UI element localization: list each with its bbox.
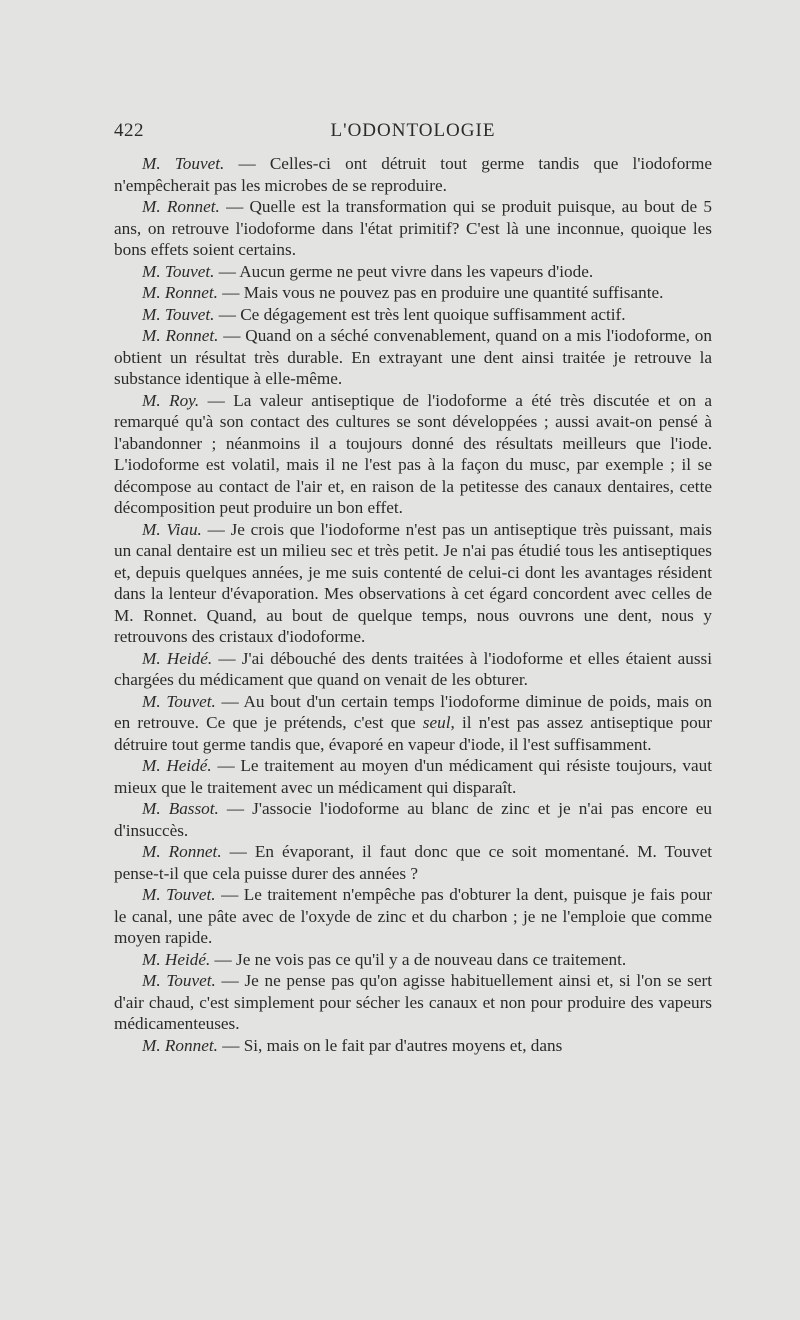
paragraph-text: — Je ne pense pas qu'on agisse habituellement ainsi et, si l'on se sert d'air chaud, c'est simplement pour sécher les canaux et non pour produire des vapeurs médicamenteuses. [114, 971, 712, 1033]
paragraph [114, 970, 712, 1035]
paragraph [114, 282, 712, 304]
paragraph-text: — J'ai débouché des dents traitées à l'iodoforme et elles étaient aussi chargées du médicament que quand on venait de les obturer. [114, 648, 712, 689]
paragraph [114, 196, 712, 261]
paragraph-text: — Le traitement au moyen d'un médicament qui résiste toujours, vaut mieux que le traitement avec un médicament qui disparaît. [114, 756, 713, 797]
paragraph-text: — Quand on a séché convenablement, quand on a mis l'iodoforme, on obtient un résultat très durable. En extrayant une dent ainsi traitée je retrouve la substance identique à elle-même. [114, 326, 712, 388]
page-header [114, 120, 712, 144]
speaker-name: M. Touvet. [142, 971, 216, 990]
speaker-name: M. Ronnet. [142, 842, 222, 861]
page-number: 422 [114, 120, 144, 141]
speaker-name: M. Touvet. [142, 154, 225, 173]
paragraph-text: — Le traitement n'empêche pas d'obturer la dent, puisque je fais pour le canal, une pâte avec de l'oxyde de zinc et du charbon ; je ne l'emploie que comme moyen rapide. [114, 885, 712, 947]
paragraph-text: — Mais vous ne pouvez pas en produire une quantité suffisante. [222, 283, 664, 302]
speaker-name: M. Touvet. [142, 304, 215, 324]
paragraph [114, 304, 712, 326]
paragraph [114, 755, 712, 798]
paragraph-text: — Quelle est la transformation qui se produit puisque, au bout de 5 ans, on retrouve l'iodoforme dans l'état primitif? C'est là une inconnue, quoique les bons effets soient certains. [114, 197, 712, 259]
paragraph [114, 1035, 712, 1057]
paragraph [114, 261, 712, 283]
speaker-name: M. Bassot. [142, 799, 219, 818]
paragraph [114, 691, 712, 756]
paragraph [114, 325, 712, 390]
paragraph [114, 884, 712, 949]
paragraph-text: — Au bout d'un certain temps l'iodoforme diminue de poids, mais on en retrouve. Ce que je prétends, c'est que [114, 691, 713, 732]
paragraph-text: — J'associe l'iodoforme au blanc de zinc et je n'ai pas encore eu d'insuccès. [114, 799, 712, 840]
speaker-name: M. Touvet. [142, 885, 216, 904]
speaker-name: M. Touvet. [142, 261, 215, 281]
speaker-name: M. Touvet. [142, 691, 216, 711]
paragraph-text: — Si, mais on le fait par d'autres moyens et, dans [222, 1035, 563, 1055]
speaker-name: M. Ronnet. [142, 283, 218, 302]
speaker-name: M. Heidé. [142, 949, 211, 969]
paragraph [114, 390, 712, 519]
paragraph-text: , il n'est pas assez antiseptique pour détruire tout germe tandis que, évaporé en vapeur d'iode, il l'est suffisamment. [114, 713, 712, 754]
paragraph-text: — Je ne vois pas ce qu'il y a de nouveau dans ce traitement. [214, 949, 627, 969]
paragraph [114, 648, 712, 691]
speaker-name: M. Ronnet. [142, 1035, 218, 1055]
paragraph [114, 153, 712, 196]
paragraph-text: — Je crois que l'iodoforme n'est pas un antiseptique très puissant, mais un canal dentaire est un milieu sec et très petit. Je n'ai pas étudié tous les antiseptiques et, depuis quelques années, je me suis contenté de celui-ci dont les avantages résident dans la lenteur d'évaporation. Mes observations à cet égard concordent avec celles de M. Ronnet. Quand, au bout de quelque temps, nous ouvrons une dent, nous y retrouvons des cristaux d'iodoforme. [114, 519, 712, 646]
emphasized-word: seul [422, 713, 451, 732]
speaker-name: M. Ronnet. [142, 197, 220, 216]
paragraph [114, 519, 712, 648]
speaker-name: M. Ronnet. [142, 326, 219, 345]
speaker-name: M. Heidé. [142, 756, 212, 775]
paragraph [114, 798, 712, 841]
paragraph-text: — En évaporant, il faut donc que ce soit momentané. M. Touvet pense-t-il que cela puisse durer des années ? [114, 842, 713, 883]
speaker-name: M. Roy. [142, 390, 200, 410]
paragraph-text: — Ce dégagement est très lent quoique suffisamment actif. [218, 304, 626, 324]
speaker-name: M. Heidé. [142, 648, 213, 668]
discussion-text [114, 153, 712, 1056]
running-title: L'ODONTOLOGIE [330, 120, 496, 141]
paragraph [114, 949, 712, 971]
paragraph-text: — La valeur antiseptique de l'iodoforme a été très discutée et on a remarqué qu'à son contact des cultures se sont développées ; aussi avait-on pensé à l'abandonner ; néanmoins il a toujours donné des résultats meilleurs que l'iode. L'iodoforme est volatil, mais il ne l'est pas à la façon du musc, par exemple ; il se décompose au contact de l'air et, en raison de la petitesse des canaux dentaires, cette décomposition peut produire un bon effet. [114, 390, 712, 517]
paragraph-text: — Celles-ci ont détruit tout germe tandis que l'iodoforme n'empêcherait pas les microbes de se reproduire. [114, 154, 713, 195]
paragraph [114, 841, 712, 884]
paragraph-text: — Aucun germe ne peut vivre dans les vapeurs d'iode. [218, 261, 594, 281]
speaker-name: M. Viau. [142, 519, 202, 539]
